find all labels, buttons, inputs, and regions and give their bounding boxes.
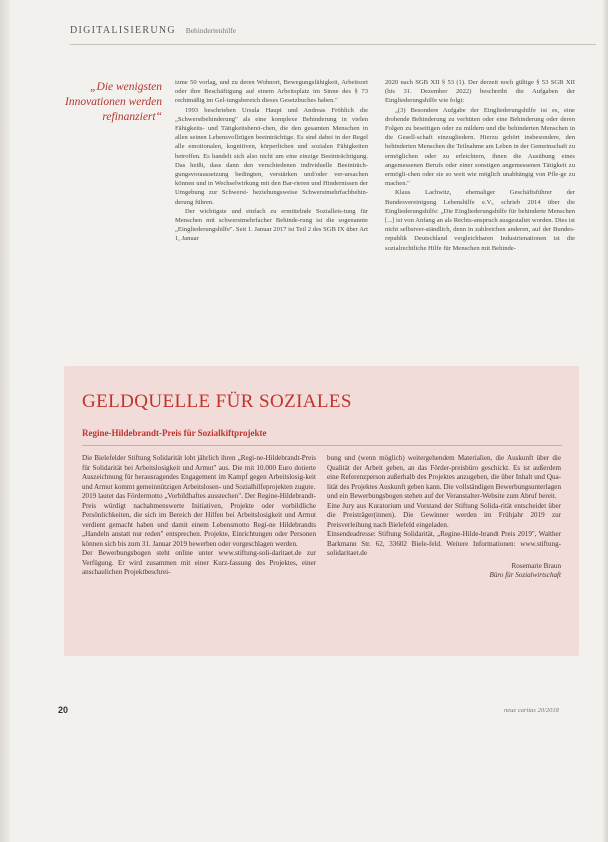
signature-name: Rosemarie Braun (511, 561, 561, 570)
box-title: GELDQUELLE FÜR SOZIALES (82, 391, 352, 412)
paragraph: bung und (wenn möglich) weitergehendem Materialien, die Auskunft über die Qualität der Arbeit geben, an das Förder-preisbüro geschickt. Es ist außerdem eine Referenzperson außerhalb des Projektes anzugeben, die über Inhalt und Qua-lität des Projektes Auskunft geben kann. Die vollständigen Bewerbungsunterlagen und ein Bewerbungsbogen stehen auf der Veranstalter-Website zum Abruf bereit. (327, 454, 561, 500)
running-head (70, 25, 236, 36)
page-number: 20 (58, 705, 69, 715)
article-column-2 (385, 78, 575, 253)
signature-role: Büro für Sozialwirtschaft (489, 571, 561, 579)
paragraph: Der wichtigste und einfach zu ermittelnde Sozialleis-tung für Menschen mit schwerstmehrfacher Behinde-rung ist die sogenannte „Eingliederungshilfe". Seit 1. Januar 2017 ist Teil 2 des SGB IX über Art 1, Januar (175, 207, 368, 243)
publication-footer: neue caritas 20/2018 (504, 707, 559, 714)
box-column-2 (327, 454, 561, 581)
paragraph: Klaus Lachwitz, ehemaliger Geschäftsführer der Bundesvereinigung Lebenshilfe e.V., schrieb 2014 über die Eingliederungshilfe: „Die Eingliederungshilfe für behinderte Menschen [...] ist von Anfang an als Rechts-anspruch ausgestaltet worden. Dies ist nicht selbstver-ständlich, denn in zahlreichen anderen, auf der Bundes-republik Deutschland vergleichbaren Industrienationen ist die sozialrechtliche Hilfe für Menschen mit Behinde- (385, 189, 575, 252)
article-column-1 (175, 78, 368, 244)
paragraph: 2019 lautet das Fördermotto „Vorbildhaftes ausstechen". Der Regine-Hildebrandt-Preis würdigt nachahmenswerte Initiativen, Projekte oder vorbildliche Persönlichkeiten, die sich im Bereich der Hilfen bei Arbeitslosigkeit und Armut verdient gemacht haben und damit einem Lebensmotto Regi-ne Hildebrandts „Handeln anstatt nur reden" entsprechen. Projekte, Einrichtungen oder Personen können sich bis zum 31. Januar 2019 bewerben oder vorgeschlagen werden. (82, 492, 316, 548)
paragraph: Die Bielefelder Stiftung Solidarität lobt jährlich ihren „Regi-ne-Hildebrandt-Preis für Solidarität bei Arbeitslosigkeit und Armut" aus. Die mit 10.000 Euro dotierte Auszeichnung für herausragendes Engagement im Kampf gegen Arbeitslosig-keit und Armut kommt gemeinnützigen Arbeitslosen- und Sozialhilfeprojekten zugute. (82, 454, 316, 491)
box-divider (82, 445, 562, 446)
header-divider (70, 44, 596, 45)
page-gutter-shadow (0, 0, 10, 842)
paragraph: 2020 nach SGB XII § 53 (1). Der derzeit noch gültige § 53 SGB XII (bis 31. Dezember 2022) beschreibt die Aufgaben der Eingliederungshilfe wie folgt: (385, 79, 575, 105)
pullquote: „Die wenigsten Innovationen werden refinanziert“ (65, 81, 162, 123)
paragraph: 1993 beschrieben Ursula Haupt und Andreas Fröhlich die „Schwerstbehinderung" als eine komplexe Behinderung in vielen Fähigkeits- und Tätigkeitsberei-chen, die den gesamten Menschen in allen seinen Lebensvollzügen beeinträchtige. Es sind dabei in der Regel alle emotionalen, kognitiven, körperlichen und sozialen Fähigkeiten betroffen. Es handelt sich also nicht um eine einzige Beeinträchtigung. Das heißt, dass dann den verschiedenen individuelle Beeinträch-gungsvoraussetzung bedingten, verstärken und/oder ver-ursachen können und in Wechselwirkung mit den Bar-rieren und Hindernissen der Umgebung zur Schwerst- beziehungsweise Schwerstmehrfachbehin-derung führen. (175, 106, 368, 206)
paragraph: „(3) Besondere Aufgabe der Eingliederungshilfe ist es, eine drohende Behinderung zu verhüten oder eine Behinderung oder deren Folgen zu beseitigen oder zu mildern und die behinderten Menschen in die Gesell-schaft einzugliedern. Hierzu gehört insbesondere, den behinderten Menschen die Teilnahme am Leben in der Gemeinschaft zu ermöglichen oder zu erleichtern, ihnen die Ausübung eines angemessenen Berufs oder einer sonstigen angemessenen Tätigkeit zu ermögli-chen oder sie so weit wie möglich unabhängig von Pfle-ge zu machen." (385, 106, 575, 188)
paragraph: Eine Jury aus Kuratorium und Vorstand der Stiftung Solida-rität entscheidet über die Preisträger(innen). Die Gewinner werden im Frühjahr 2019 zur Preisverleihung nach Bielefeld eingeladen. (327, 501, 561, 529)
paragraph: Einsendeadresse: Stiftung Solidarität, „Regine-Hilde-brandt Preis 2019", Walther Barkmann Str. 62, 33602 Biele-feld. Weitere Informationen: www.stiftung-solidaritaet.de (327, 530, 561, 557)
paragraph: Der Bewerbungsbogen steht online unter www.stiftung-soli-daritaet.de zur Verfügung. Er wird zusammen mit einer Kurz-fassung des Projektes, einer anschaulichen Projektbeschrei- (82, 549, 316, 576)
running-head-section: DIGITALISIERUNG (70, 25, 176, 36)
running-head-subsection: Behindertenhilfe (185, 26, 237, 35)
page-edge-shadow (602, 0, 608, 842)
box-signature (327, 562, 561, 581)
box-subtitle: Regine-Hildebrandt-Preis für Sozialkiftprojekte (82, 428, 267, 438)
box-column-1 (82, 454, 316, 578)
paragraph: izme 50 vorlag, und zu deren Wohnort, Bewegungsfähigkeit, Arbeitsort oder ihre Beschäftigung auf einem Arbeitsplatz im Sinne des § 73 rechtmäßig im Gel-tungsbereich dieses Gesetzbuches haben." (175, 79, 368, 105)
